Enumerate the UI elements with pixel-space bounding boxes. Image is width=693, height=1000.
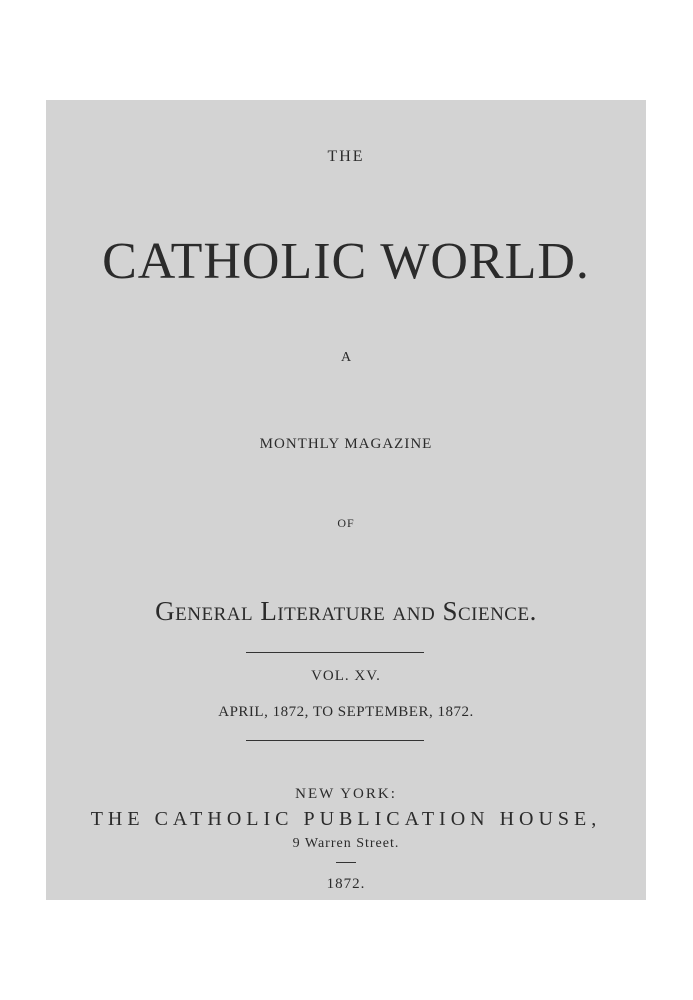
magazine-subtitle: MONTHLY MAGAZINE	[259, 436, 433, 452]
magazine-title: CATHOLIC WORLD.	[102, 233, 590, 290]
publication-year: 1872.	[326, 876, 366, 892]
article-a: A	[340, 350, 352, 365]
publisher-address: 9 Warren Street.	[292, 836, 400, 851]
short-divider	[336, 862, 356, 863]
article-the: THE	[327, 148, 365, 165]
divider-rule	[246, 740, 424, 741]
publisher-name: THE CATHOLIC PUBLICATION HOUSE,	[90, 808, 602, 830]
volume-number: VOL. XV.	[311, 668, 381, 684]
title-page	[46, 100, 646, 900]
divider-rule	[246, 652, 424, 653]
date-range: APRIL, 1872, TO SEPTEMBER, 1872.	[218, 704, 474, 720]
subject-line: General Literature and Science.	[155, 596, 537, 626]
publication-city: NEW YORK:	[295, 786, 397, 802]
word-of: OF	[337, 516, 355, 530]
